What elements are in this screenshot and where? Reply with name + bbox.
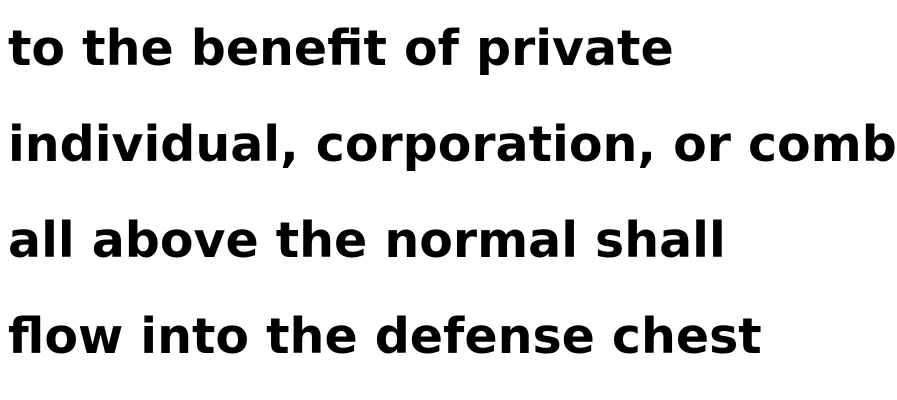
text-line-4: flow into the defense chest [8, 308, 762, 365]
text-line-1: to the benefit of private [8, 20, 674, 77]
text-line-2: individual, corporation, or comb [8, 116, 897, 173]
text-line-3: all above the normal shall [8, 212, 726, 269]
